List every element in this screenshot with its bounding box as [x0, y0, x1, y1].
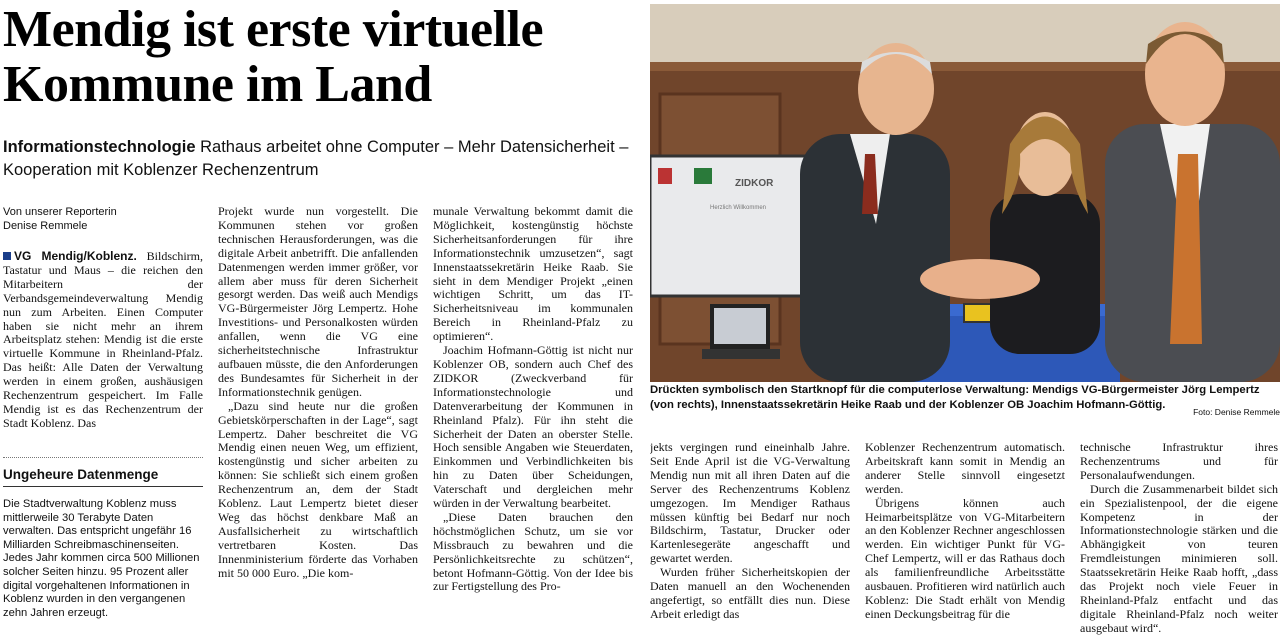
photo-credit: Foto: Denise Remmele: [1193, 406, 1280, 417]
article-paragraph: Joachim Hofmann-Göttig ist nicht nur Koblenzer OB, sondern auch Chef des ZIDKOR (Zweckverband für Informationstechnologie und Datenverarbeitung der Kommunen in Rheinland Pfalz). Für ihn steht die Sicherheit der Daten an oberster Stelle. Hoch sensible Angaben wie Steuerdaten, Einkommen und Verbindlichkeiten bis hin zu Daten über Scheidungen, Vaterschaft und dergleichen mehr würden in der Verwaltung bearbeitet.: [433, 343, 633, 511]
article-paragraph: Projekt wurde nun vorgestellt. Die Kommunen stehen vor großen technischen Herausforderungen, was die digitale Arbeit anbetrifft. Die anfallenden Datenmengen werden immer größer, vor allem aber muss für deren Sicherheit gesorgt werden. Das weiß auch Mendigs VG-Bürgermeister Jörg Lempertz. Hohe Investitions- und Personalkosten würden anfallen, wenn die VG eine sicherheitstechnische Infrastruktur aufbauen müsste, die den Anforderungen des Bundesamtes für Sicherheit in der Informationstechnik genügen.: [218, 205, 418, 399]
subheadline: [3, 136, 643, 182]
article-paragraph: Übrigens können auch Heimarbeitsplätze von VG-Mitarbeitern an den Koblenzer Rechner angeschlossen werden. Ein wichtiger Punkt für VG-Chef Lempertz, will er das Rathaus doch als familienfreundliche Arbeitsstätte ausbauen. Profitieren wird natürlich auch Koblenz: Die Stadt erhält von Mendig einen Deckungsbeitrag für die: [865, 495, 1065, 621]
article-column-5: [865, 441, 1065, 642]
infobox-heading: Ungeheure Datenmenge: [3, 467, 159, 482]
section-square-icon: [3, 252, 11, 260]
headline: Mendig ist erste virtuelle Kommune im Land: [3, 1, 544, 113]
article-column-3: [433, 205, 633, 642]
screen-brand: ZIDKOR: [735, 178, 774, 189]
caption-text: Drückten symbolisch den Startknopf für die computerlose Verwaltung: Mendigs VG-Bürgermeister Jörg Lempertz (von rechts), Innenstaatssekretärin Heike Raab und der Koblenzer OB Joachim Hofmann-Göttig.: [650, 384, 1260, 411]
infobox-text: Die Stadtverwaltung Koblenz muss mittlerweile 30 Terabyte Daten verwalten. Das entspricht ungefähr 16 Milliarden Schreibmaschinenseiten. Jedes Jahr kommen circa 500 Millionen solcher Seiten hinzu. 95 Prozent aller digital vorgehaltenen Informationen in Koblenz wurden in den vergangenen zehn Jahren erzeugt.: [3, 498, 200, 619]
article-column-6: [1080, 441, 1278, 642]
article-paragraph: VG Mendig/Koblenz. Bildschirm, Tastatur und Maus – die reichen den Mitarbeitern der Verbandsgemeindeverwaltung Mendig nun zum Arbeiten. Einen Computer haben sie nicht mehr an ihrem Arbeitsplatz stehen: Mendig ist die erste virtuelle Kommune in Rheinland-Pfalz. Das heißt: Alle Daten der Verwaltung werden in einem großen, aushäusigen Rechenzentrum gespeichert. Im Falle Mendig ist es das Rechenzentrum der Stadt Koblenz. Das: [3, 250, 203, 430]
article-paragraph: munale Verwaltung bekommt damit die Möglichkeit, kostengünstig höchste Sicherheitsanforderungen für ihre Informationstechnik umzusetzen“, sagt Innenstaatssekretärin Heike Raab. Sie sieht in dem Mendiger Projekt „einen wichtigen Schritt, um das IT-Sicherheitsniveau im kommunalen Bereich in Rheinland-Pfalz zu optimieren“.: [433, 205, 633, 344]
divider: [3, 457, 203, 458]
photo-caption: [650, 383, 1280, 419]
article-paragraph: jekts vergingen rund eineinhalb Jahre. Seit Ende April ist die VG-Verwaltung Mendig nun mit all ihren Daten auf die Server des Rechenzentrums Koblenz umgezogen. Im Mendiger Rathaus müssen künftig bei Bedarf nur noch Bildschirm, Tastatur, Drucker oder Kartenlesegeräte angeschafft und gewartet werden.: [650, 441, 850, 566]
byline-line-1: Von unserer Reporterin: [3, 206, 117, 218]
dateline: VG Mendig/Koblenz.: [14, 250, 137, 263]
subheadline-text: Rathaus arbeitet ohne Computer – Mehr Datensicherheit – Kooperation mit Koblenzer Rechenzentrum: [3, 138, 629, 179]
byline: [3, 205, 203, 233]
article-paragraph: „Diese Daten brauchen den höchstmöglichen Schutz, um sie vor Missbrauch zu bewahren und die Persönlichkeitsrechte zu schützen“, betont Hofmann-Göttig. Von der Idee bis zur Fertigstellung des Pro-: [433, 509, 633, 594]
article-paragraph: Koblenzer Rechenzentrum automatisch. Arbeitskraft kann somit in Mendig an anderer Stelle sinnvoll eingesetzt werden.: [865, 441, 1065, 496]
article-paragraph: Wurden früher Sicherheitskopien der Daten manuell an den Wochenenden angefertigt, so entfällt dies nun. Diese Arbeit erledigt das: [650, 565, 850, 621]
article-column-1: [3, 250, 203, 450]
article-paragraph: „Dazu sind heute nur die großen Gebietskörperschaften in der Lage“, sagt Lempertz. Daher beschreitet die VG Mendig einen neuen Weg, um effizient, kostengünstig und sicher arbeiten zu können: Sie schließt sich einem großen Rechenzentrum an, dem der Stadt Koblenz. Laut Lempertz bietet dieser Weg das höchst denkbare Maß an Ausfallsicherheit zu wirtschaftlich vertretbaren Kosten. Das Innenministerium förderte das Vorhaben mit 50 000 Euro. „Die kom-: [218, 398, 418, 580]
article-column-4: [650, 441, 850, 642]
photo-illustration: [650, 4, 1280, 382]
article-photo: [650, 4, 1280, 382]
divider: [3, 486, 203, 487]
article-paragraph: Durch die Zusammenarbeit bildet sich ein Spezialistenpool, der die eigene Kompetenz in der Informationstechnologie stärken und die Abhängigkeit von teuren Fremdleistungen minimieren soll. Staatssekretärin Heike Raab hofft, „dass das Projekt noch viele Feuer in Rheinland-Pfalz entfacht und das digitale Rheinland-Pfalz noch weiter ausgebaut wird“.: [1080, 481, 1278, 635]
byline-author: Denise Remmele: [3, 220, 88, 232]
subheadline-kicker: Informationstechnologie: [3, 138, 196, 156]
article-column-2: [218, 205, 418, 642]
article-paragraph: technische Infrastruktur ihres Rechenzentrums und für Personalaufwendungen.: [1080, 441, 1278, 482]
screen-greeting: Herzlich Willkommen: [710, 205, 767, 211]
